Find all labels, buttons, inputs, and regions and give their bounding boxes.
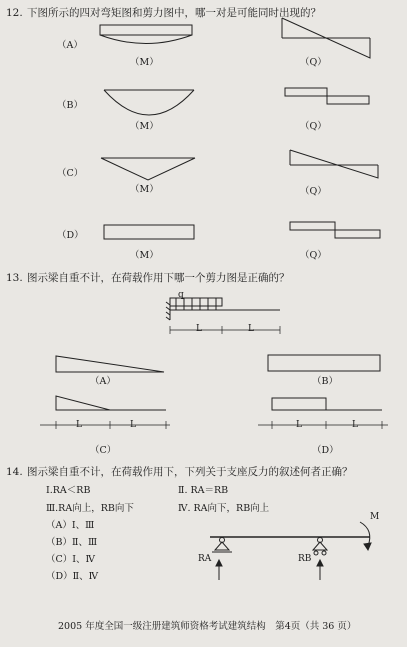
q12-option-b-m-caption: （M） [130,121,159,132]
q12-option-d-m-caption: （M） [130,250,159,261]
q12-a-moment-diagram [100,25,192,44]
q14-support-a-label: RA [198,554,212,564]
q13-option-d-label: （D） [312,445,339,456]
q14-statement-2: Ⅱ. RA＝RB [178,485,229,496]
q13-d-span-label-2: L [352,420,358,430]
q12-b-moment-diagram [104,90,194,115]
q13-span-label-2: L [248,324,254,334]
q13-c-shear-diagram [40,396,170,429]
q13-d-shear-diagram [258,398,388,429]
q13-b-shear-diagram [268,355,380,371]
q12-d-shear-diagram [290,222,380,238]
q12-option-a-label: （A） [57,40,83,51]
q12-option-a-q-caption: （Q） [300,57,327,68]
q14-stem: 图示梁自重不计，在荷载作用下，下列关于支座反力的叙述何者正确？ [27,466,353,478]
q14-statement-1: Ⅰ.RA＜RB [46,485,91,496]
q14-choice-a: （A）Ⅰ、Ⅲ [46,520,95,531]
q12-option-b-q-caption: （Q） [300,121,327,132]
q12-option-a-m-caption: （M） [130,57,159,68]
q13-d-span-label-1: L [296,420,302,430]
q14-moment-label: M [370,512,380,522]
q12-b-shear-diagram [285,88,369,104]
page-footer: 2005 年度全国一级注册建筑师资格考试建筑结构 第4页（共 36 页） [58,621,357,632]
q14-number: 14. [6,466,23,478]
q13-option-c-label: （C） [90,445,117,456]
q13-load-label: q [178,290,184,300]
q12-d-moment-diagram [104,225,194,239]
q12-c-moment-diagram [101,158,195,180]
q13-option-b-label: （B） [312,376,338,387]
q13-option-a-label: （A） [90,376,116,387]
q12-option-c-q-caption: （Q） [300,186,327,197]
q13-stem: 图示梁自重不计，在荷载作用下哪一个剪力图是正确的？ [27,272,290,284]
q14-statement-4: Ⅳ. RA向下，RB向上 [178,503,270,514]
q14-statement-3: Ⅲ.RA向上，RB向下 [46,503,134,514]
q12-option-c-m-caption: （M） [130,184,159,195]
q13-c-span-label-1: L [76,420,82,430]
q12-option-d-q-caption: （Q） [300,250,327,261]
q12-option-c-label: （C） [57,168,84,179]
q13-c-span-label-2: L [130,420,136,430]
q12-option-b-label: （B） [57,100,83,111]
q13-span-label-1: L [196,324,202,334]
q14-choice-d: （D）Ⅱ、Ⅳ [46,571,99,582]
q13-number: 13. [6,272,23,284]
q12-c-shear-diagram [290,150,378,178]
q12-stem: 下图所示的四对弯矩图和剪力图中，哪一对是可能同时出现的？ [27,7,321,19]
q12-a-shear-diagram [282,18,370,58]
q14-support-b-label: RB [298,554,312,564]
q14-choice-c: （C）Ⅰ、Ⅳ [46,554,96,565]
q12-number: 12. [6,7,23,19]
q13-beam-figure [166,298,280,334]
q12-option-d-label: （D） [57,230,84,241]
q13-a-shear-diagram [56,356,164,372]
q14-choice-b: （B）Ⅱ、Ⅲ [46,537,98,548]
q14-beam-figure [210,522,371,580]
